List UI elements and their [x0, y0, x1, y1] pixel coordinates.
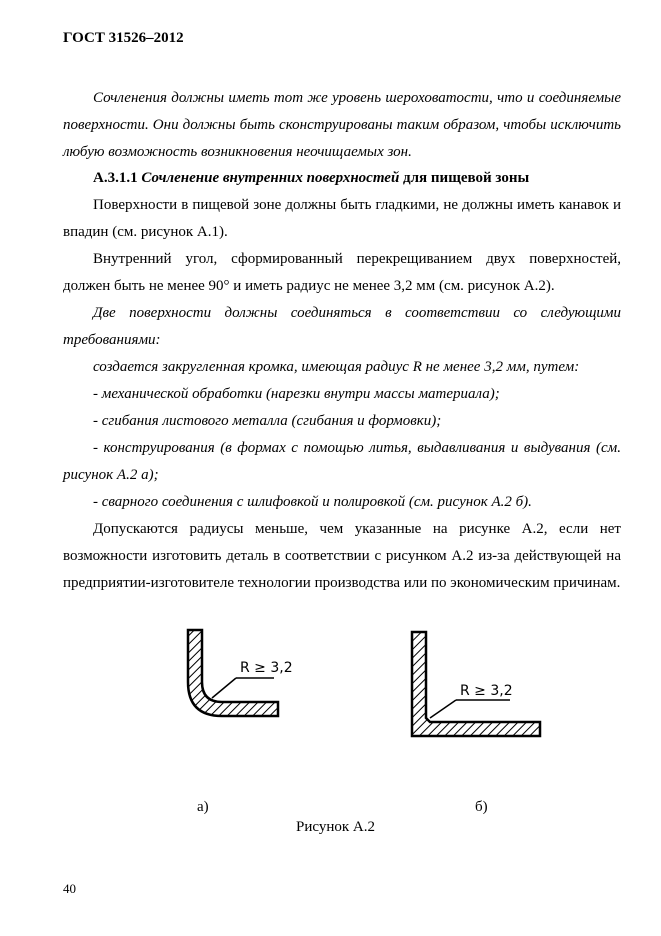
figure-a2 [0, 620, 661, 830]
page-number: 40 [63, 881, 76, 896]
paragraph-text: Внутренний угол, сформированный перекрещиванием двух поверхностей, должен быть не менее 90° и иметь радиус не менее 3,2 мм (см. рисунок А.2). [63, 251, 621, 294]
section-title: Сочленение внутренних поверхностей [141, 170, 400, 186]
paragraph-joints [63, 85, 621, 166]
paragraph-text: создается закругленная кромка, имеющая радиус R не менее 3,2 мм, путем: [93, 359, 580, 375]
section-title-tail: для пищевой зоны [403, 170, 530, 186]
paragraph-rounded-edge [63, 354, 621, 381]
paragraph-text: Две поверхности должны соединяться в соответствии со следующими требованиями: [63, 305, 621, 348]
list-item-bending [63, 408, 621, 435]
paragraph-allowed-radii [63, 516, 621, 597]
paragraph-text: - механической обработки (нарезки внутри массы материала); [93, 386, 500, 402]
section-number: А.3.1.1 [93, 170, 138, 186]
figure-b-dimension-label: R ≥ 3,2 [460, 683, 513, 699]
paragraph-text: - конструирования (в формах с помощью литья, выдавливания и выдувания (см. рисунок А.2 а); [63, 440, 621, 483]
paragraph-text: Поверхности в пищевой зоне должны быть гладкими, не должны иметь канавок и впадин (см. рисунок А.1). [63, 197, 621, 240]
figure-caption: Рисунок А.2 [296, 819, 375, 835]
figure-b-welded-corner [412, 632, 540, 736]
list-item-construction [63, 435, 621, 489]
paragraph-smooth-surfaces [63, 192, 621, 246]
figure-a-dimension-label: R ≥ 3,2 [240, 660, 293, 676]
document-header: ГОСТ 31526–2012 [63, 30, 184, 46]
paragraph-text: Допускаются радиусы меньше, чем указанные на рисунке А.2, если нет возможности изготовить деталь в соответствии с рисунком А.2 из-за действующей на предприятии-изготовителе технологии производства или по экономическим причинам. [63, 521, 621, 591]
figure-label-a: а) [197, 799, 209, 815]
paragraph-requirements [63, 300, 621, 354]
list-item-welding [63, 489, 621, 516]
paragraph-text: - сгибания листового металла (сгибания и формовки); [93, 413, 442, 429]
section-heading [63, 165, 621, 192]
paragraph-inner-angle [63, 246, 621, 300]
paragraph-text: - сварного соединения с шлифовкой и полировкой (см. рисунок А.2 б). [93, 494, 532, 510]
figure-label-b: б) [475, 799, 488, 815]
figure-a-rounded-corner [188, 630, 293, 716]
list-item-machining [63, 381, 621, 408]
paragraph-text: Сочленения должны иметь тот же уровень шероховатости, что и соединяемые поверхности. Они должны быть сконструированы таким образом, чтобы исключить любую возможность возникновения неочищаемых зон. [63, 90, 621, 160]
